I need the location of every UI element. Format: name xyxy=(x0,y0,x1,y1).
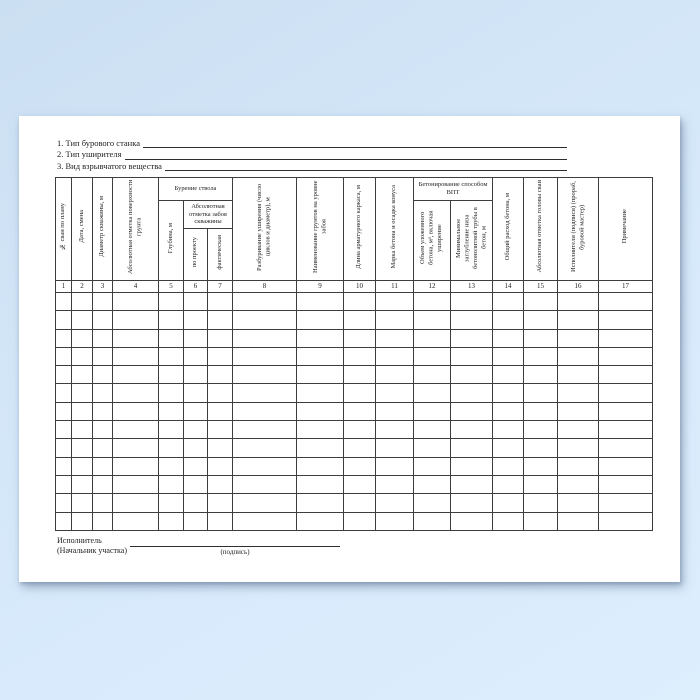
fill-in-rule xyxy=(165,170,567,171)
empty-cell xyxy=(56,311,72,329)
column-header-ground-surface-mark: Абсолютная отметка поверхности грунта xyxy=(113,178,159,281)
empty-cell xyxy=(599,439,653,457)
field-label: 1. Тип бурового станка xyxy=(57,138,140,148)
field-label: 2. Тип уширителя xyxy=(57,149,122,160)
empty-cell xyxy=(72,421,93,439)
empty-cell xyxy=(159,512,184,530)
field-line-widener-type xyxy=(57,149,567,160)
empty-cell xyxy=(208,457,233,475)
column-number-cell: 11 xyxy=(376,281,414,293)
empty-cell xyxy=(414,293,451,311)
column-number-cell: 14 xyxy=(493,281,524,293)
empty-cell xyxy=(599,475,653,493)
column-header-depth: Глубина, м xyxy=(159,201,184,281)
empty-cell xyxy=(599,457,653,475)
table-row xyxy=(56,421,653,439)
column-header-rebar-cage-length: Длина арматурного каркаса, м xyxy=(344,178,376,281)
column-number-cell: 10 xyxy=(344,281,376,293)
column-header-date-shift: Дата, смена xyxy=(72,178,93,281)
empty-cell xyxy=(184,347,208,365)
empty-cell xyxy=(524,439,558,457)
table-row xyxy=(56,439,653,457)
empty-cell xyxy=(493,347,524,365)
empty-cell xyxy=(93,311,113,329)
empty-cell xyxy=(159,457,184,475)
empty-cell xyxy=(558,421,599,439)
empty-cell xyxy=(208,494,233,512)
empty-cell xyxy=(72,347,93,365)
empty-cell xyxy=(414,494,451,512)
table-row xyxy=(56,366,653,384)
table-body xyxy=(56,293,653,531)
empty-cell xyxy=(376,494,414,512)
empty-cell xyxy=(93,439,113,457)
empty-cell xyxy=(414,421,451,439)
field-line-explosive-kind xyxy=(57,161,567,172)
empty-cell xyxy=(72,329,93,347)
empty-cell xyxy=(208,439,233,457)
empty-cell xyxy=(451,347,493,365)
empty-cell xyxy=(414,402,451,420)
empty-cell xyxy=(159,402,184,420)
form-table xyxy=(55,177,653,531)
empty-cell xyxy=(376,347,414,365)
empty-cell xyxy=(344,402,376,420)
empty-cell xyxy=(414,475,451,493)
column-header-tremie-pipe-embedment: Минимальное заглубление низа бетонолитной трубы в бетон, м xyxy=(451,201,493,281)
empty-cell xyxy=(184,402,208,420)
empty-cell xyxy=(414,384,451,402)
empty-cell xyxy=(599,512,653,530)
empty-cell xyxy=(72,402,93,420)
empty-cell xyxy=(493,384,524,402)
empty-cell xyxy=(159,293,184,311)
empty-cell xyxy=(93,494,113,512)
empty-cell xyxy=(599,347,653,365)
empty-cell xyxy=(297,457,344,475)
empty-cell xyxy=(344,512,376,530)
empty-cell xyxy=(297,494,344,512)
top-fill-in-fields xyxy=(57,138,567,172)
empty-cell xyxy=(56,384,72,402)
fill-in-rule xyxy=(125,159,568,160)
empty-cell xyxy=(451,366,493,384)
empty-cell xyxy=(56,329,72,347)
empty-cell xyxy=(344,366,376,384)
column-number-cell: 17 xyxy=(599,281,653,293)
column-number-cell: 1 xyxy=(56,281,72,293)
empty-cell xyxy=(233,293,297,311)
empty-cell xyxy=(451,457,493,475)
column-number-row xyxy=(56,281,653,293)
column-number-cell: 13 xyxy=(451,281,493,293)
field-line-drill-rig-type xyxy=(57,138,567,149)
empty-cell xyxy=(297,439,344,457)
empty-cell xyxy=(297,311,344,329)
empty-cell xyxy=(558,494,599,512)
column-number-cell: 6 xyxy=(184,281,208,293)
empty-cell xyxy=(344,311,376,329)
empty-cell xyxy=(184,384,208,402)
empty-cell xyxy=(493,402,524,420)
table-row xyxy=(56,457,653,475)
signature-rule xyxy=(130,546,340,547)
group-header-tremie-concreting: Бетонирование способом ВПТ xyxy=(414,178,493,201)
empty-cell xyxy=(233,311,297,329)
column-header-pile-no: № сваи по плану xyxy=(56,178,72,281)
empty-cell xyxy=(297,384,344,402)
empty-cell xyxy=(493,494,524,512)
empty-cell xyxy=(208,311,233,329)
signature-caption: (подпись) xyxy=(220,548,250,556)
empty-cell xyxy=(451,293,493,311)
empty-cell xyxy=(93,293,113,311)
empty-cell xyxy=(72,457,93,475)
empty-cell xyxy=(376,439,414,457)
empty-cell xyxy=(159,384,184,402)
empty-cell xyxy=(208,402,233,420)
empty-cell xyxy=(524,293,558,311)
empty-cell xyxy=(56,439,72,457)
column-header-pile-head-mark: Абсолютная отметка головы сваи xyxy=(524,178,558,281)
empty-cell xyxy=(159,311,184,329)
group-header-borehole-bottom-mark: Абсолютная отметка забоя скважины xyxy=(184,201,233,229)
empty-cell xyxy=(297,329,344,347)
empty-cell xyxy=(414,366,451,384)
empty-cell xyxy=(72,384,93,402)
column-number-cell: 7 xyxy=(208,281,233,293)
empty-cell xyxy=(184,329,208,347)
empty-cell xyxy=(558,457,599,475)
empty-cell xyxy=(524,512,558,530)
empty-cell xyxy=(72,293,93,311)
empty-cell xyxy=(93,366,113,384)
empty-cell xyxy=(208,512,233,530)
column-number-cell: 16 xyxy=(558,281,599,293)
column-number-cell: 9 xyxy=(297,281,344,293)
empty-cell xyxy=(233,366,297,384)
column-number-cell: 4 xyxy=(113,281,159,293)
empty-cell xyxy=(297,475,344,493)
empty-cell xyxy=(451,439,493,457)
empty-cell xyxy=(113,293,159,311)
column-header-placed-concrete-volume: Объем уложенного бетона, м³, включая уширение xyxy=(414,201,451,281)
table-row xyxy=(56,402,653,420)
empty-cell xyxy=(113,347,159,365)
empty-cell xyxy=(344,421,376,439)
column-header-concrete-grade-slump: Марка бетона и осадка конуса xyxy=(376,178,414,281)
column-header-widening-redrilling: Разбуривание уширения (число циклов и диаметр), м xyxy=(233,178,297,281)
empty-cell xyxy=(558,512,599,530)
empty-cell xyxy=(184,421,208,439)
empty-cell xyxy=(558,347,599,365)
table-row xyxy=(56,494,653,512)
empty-cell xyxy=(376,366,414,384)
empty-cell xyxy=(93,329,113,347)
empty-cell xyxy=(451,402,493,420)
empty-cell xyxy=(208,347,233,365)
empty-cell xyxy=(233,475,297,493)
empty-cell xyxy=(208,329,233,347)
empty-cell xyxy=(159,366,184,384)
empty-cell xyxy=(493,512,524,530)
table-header xyxy=(56,178,653,293)
empty-cell xyxy=(558,293,599,311)
empty-cell xyxy=(599,494,653,512)
empty-cell xyxy=(233,402,297,420)
empty-cell xyxy=(297,347,344,365)
column-header-borehole-diameter: Диаметр скважины, м xyxy=(93,178,113,281)
empty-cell xyxy=(159,329,184,347)
empty-cell xyxy=(376,402,414,420)
empty-cell xyxy=(233,384,297,402)
empty-cell xyxy=(208,384,233,402)
empty-cell xyxy=(344,475,376,493)
empty-cell xyxy=(56,494,72,512)
empty-cell xyxy=(451,311,493,329)
empty-cell xyxy=(113,402,159,420)
empty-cell xyxy=(376,475,414,493)
empty-cell xyxy=(414,439,451,457)
empty-cell xyxy=(493,457,524,475)
empty-cell xyxy=(56,475,72,493)
empty-cell xyxy=(297,402,344,420)
fill-in-rule xyxy=(143,147,567,148)
empty-cell xyxy=(72,311,93,329)
empty-cell xyxy=(599,384,653,402)
empty-cell xyxy=(524,402,558,420)
column-header-soil-at-bottom: Наименование грунтов на уровне забоя xyxy=(297,178,344,281)
executor-label-line1: Исполнитель xyxy=(57,536,102,545)
empty-cell xyxy=(113,421,159,439)
empty-cell xyxy=(376,384,414,402)
empty-cell xyxy=(72,366,93,384)
column-header-note: Примечание xyxy=(599,178,653,281)
empty-cell xyxy=(599,402,653,420)
empty-cell xyxy=(113,311,159,329)
empty-cell xyxy=(493,475,524,493)
empty-cell xyxy=(159,439,184,457)
empty-cell xyxy=(344,384,376,402)
empty-cell xyxy=(493,366,524,384)
empty-cell xyxy=(524,347,558,365)
empty-cell xyxy=(414,311,451,329)
empty-cell xyxy=(297,293,344,311)
empty-cell xyxy=(184,512,208,530)
column-header-by-design: по проекту xyxy=(184,229,208,281)
empty-cell xyxy=(344,439,376,457)
empty-cell xyxy=(414,512,451,530)
empty-cell xyxy=(558,384,599,402)
empty-cell xyxy=(113,494,159,512)
table-row xyxy=(56,475,653,493)
empty-cell xyxy=(184,475,208,493)
column-number-cell: 2 xyxy=(72,281,93,293)
empty-cell xyxy=(414,329,451,347)
empty-cell xyxy=(524,329,558,347)
empty-cell xyxy=(558,439,599,457)
empty-cell xyxy=(113,439,159,457)
empty-cell xyxy=(113,475,159,493)
empty-cell xyxy=(558,366,599,384)
empty-cell xyxy=(451,329,493,347)
empty-cell xyxy=(344,293,376,311)
empty-cell xyxy=(159,421,184,439)
column-number-cell: 12 xyxy=(414,281,451,293)
empty-cell xyxy=(493,421,524,439)
empty-cell xyxy=(599,311,653,329)
empty-cell xyxy=(72,475,93,493)
empty-cell xyxy=(233,494,297,512)
field-label: 3. Вид взрывчатого вещества xyxy=(57,160,162,171)
empty-cell xyxy=(56,402,72,420)
empty-cell xyxy=(233,512,297,530)
empty-cell xyxy=(297,366,344,384)
empty-cell xyxy=(524,494,558,512)
empty-cell xyxy=(184,366,208,384)
empty-cell xyxy=(558,311,599,329)
column-header-total-concrete-usage: Общий расход бетона, м xyxy=(493,178,524,281)
empty-cell xyxy=(184,293,208,311)
empty-cell xyxy=(93,512,113,530)
empty-cell xyxy=(599,329,653,347)
empty-cell xyxy=(113,366,159,384)
empty-cell xyxy=(344,329,376,347)
empty-cell xyxy=(184,439,208,457)
empty-cell xyxy=(524,384,558,402)
empty-cell xyxy=(93,347,113,365)
column-number-cell: 5 xyxy=(159,281,184,293)
empty-cell xyxy=(72,494,93,512)
table-row xyxy=(56,384,653,402)
empty-cell xyxy=(599,421,653,439)
empty-cell xyxy=(558,329,599,347)
empty-cell xyxy=(56,366,72,384)
empty-cell xyxy=(184,494,208,512)
empty-cell xyxy=(93,384,113,402)
empty-cell xyxy=(451,475,493,493)
empty-cell xyxy=(72,512,93,530)
table-row xyxy=(56,512,653,530)
empty-cell xyxy=(493,329,524,347)
table-row xyxy=(56,329,653,347)
empty-cell xyxy=(558,475,599,493)
empty-cell xyxy=(376,329,414,347)
empty-cell xyxy=(208,421,233,439)
column-number-cell: 15 xyxy=(524,281,558,293)
empty-cell xyxy=(414,347,451,365)
empty-cell xyxy=(208,475,233,493)
empty-cell xyxy=(344,457,376,475)
executor-label xyxy=(57,536,127,556)
empty-cell xyxy=(344,494,376,512)
empty-cell xyxy=(451,494,493,512)
empty-cell xyxy=(376,421,414,439)
empty-cell xyxy=(376,311,414,329)
empty-cell xyxy=(159,494,184,512)
empty-cell xyxy=(56,347,72,365)
empty-cell xyxy=(72,439,93,457)
executor-label-line2: (Начальник участка) xyxy=(57,546,128,555)
table-row xyxy=(56,293,653,311)
empty-cell xyxy=(414,457,451,475)
empty-cell xyxy=(56,293,72,311)
empty-cell xyxy=(113,384,159,402)
empty-cell xyxy=(558,402,599,420)
paper-sheet xyxy=(19,116,680,582)
empty-cell xyxy=(451,512,493,530)
empty-cell xyxy=(56,421,72,439)
empty-cell xyxy=(113,512,159,530)
empty-cell xyxy=(297,421,344,439)
empty-cell xyxy=(233,329,297,347)
empty-cell xyxy=(159,347,184,365)
group-header-shaft-drilling: Бурение ствола xyxy=(159,178,233,201)
empty-cell xyxy=(524,311,558,329)
table-row xyxy=(56,311,653,329)
column-header-executors-signatures: Исполнители (подписи) (прораб, буровой мастер) xyxy=(558,178,599,281)
empty-cell xyxy=(297,512,344,530)
empty-cell xyxy=(376,512,414,530)
empty-cell xyxy=(208,366,233,384)
column-number-cell: 8 xyxy=(233,281,297,293)
empty-cell xyxy=(233,457,297,475)
empty-cell xyxy=(376,293,414,311)
empty-cell xyxy=(524,475,558,493)
empty-cell xyxy=(159,475,184,493)
empty-cell xyxy=(233,421,297,439)
empty-cell xyxy=(56,512,72,530)
empty-cell xyxy=(599,366,653,384)
empty-cell xyxy=(451,421,493,439)
empty-cell xyxy=(93,457,113,475)
empty-cell xyxy=(208,293,233,311)
table-row xyxy=(56,347,653,365)
empty-cell xyxy=(56,457,72,475)
empty-cell xyxy=(233,347,297,365)
empty-cell xyxy=(599,293,653,311)
column-number-cell: 3 xyxy=(93,281,113,293)
empty-cell xyxy=(113,329,159,347)
column-header-actual: фактическая xyxy=(208,229,233,281)
empty-cell xyxy=(184,311,208,329)
empty-cell xyxy=(113,457,159,475)
empty-cell xyxy=(493,311,524,329)
empty-cell xyxy=(93,475,113,493)
empty-cell xyxy=(93,402,113,420)
empty-cell xyxy=(524,421,558,439)
empty-cell xyxy=(524,457,558,475)
empty-cell xyxy=(493,439,524,457)
empty-cell xyxy=(524,366,558,384)
empty-cell xyxy=(233,439,297,457)
empty-cell xyxy=(344,347,376,365)
empty-cell xyxy=(184,457,208,475)
empty-cell xyxy=(493,293,524,311)
empty-cell xyxy=(376,457,414,475)
empty-cell xyxy=(451,384,493,402)
empty-cell xyxy=(93,421,113,439)
